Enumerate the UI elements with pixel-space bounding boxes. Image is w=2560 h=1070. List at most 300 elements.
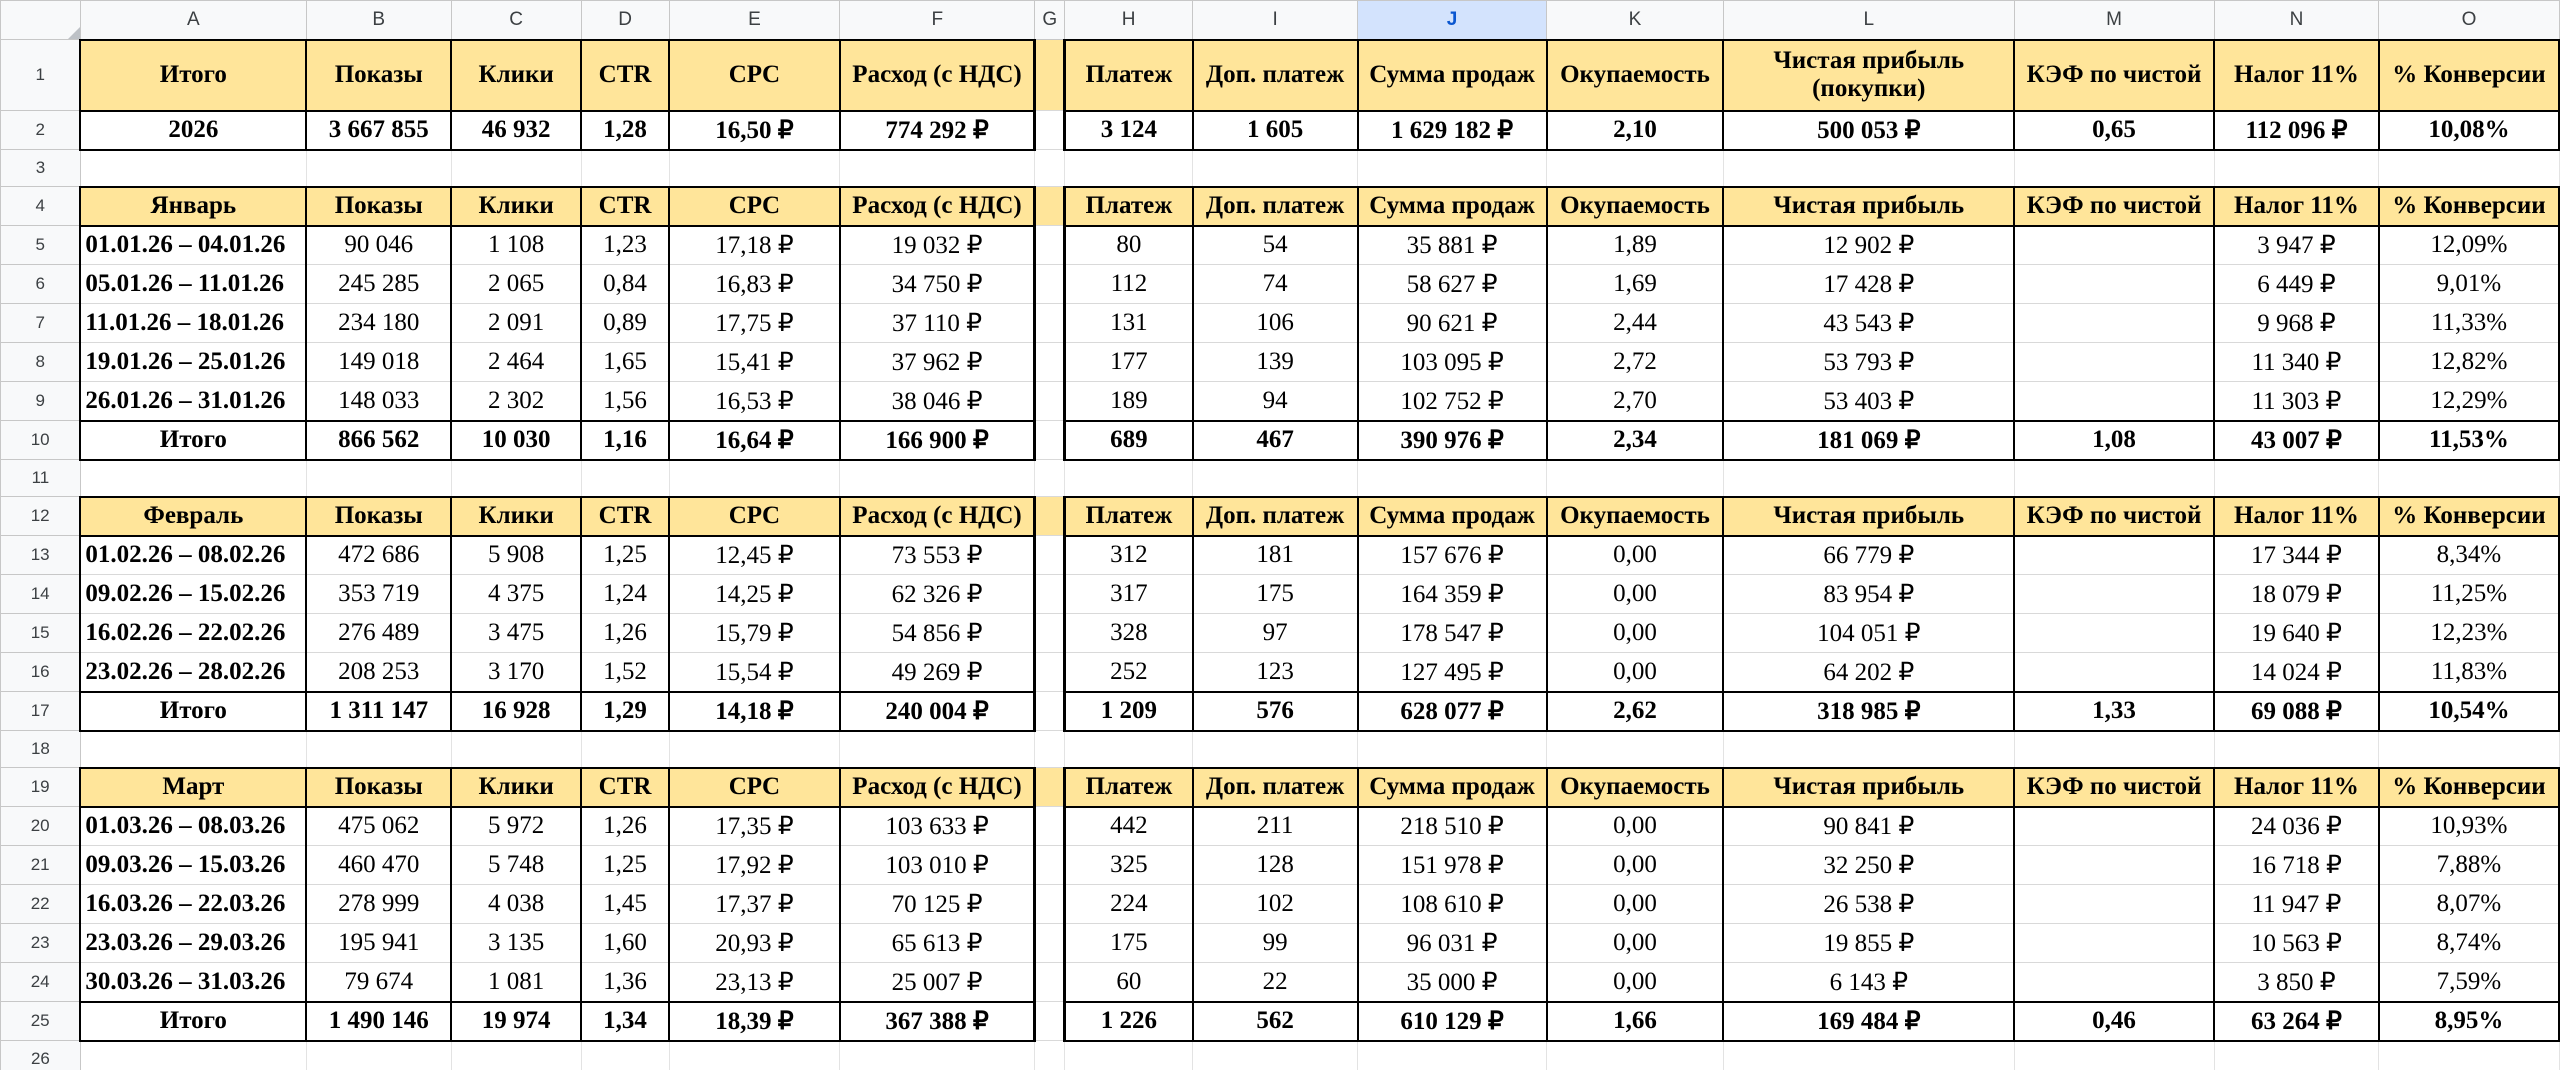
cell-e26[interactable] <box>669 1041 840 1070</box>
cell-g7[interactable] <box>1035 304 1065 343</box>
cell-m15[interactable] <box>2014 614 2214 653</box>
cell-k21[interactable]: 0,00 <box>1547 846 1724 885</box>
cell-o19[interactable]: % Конверсии <box>2379 768 2559 807</box>
cell-e22[interactable]: 17,37 ₽ <box>669 885 840 924</box>
cell-e2[interactable]: 16,50 ₽ <box>669 111 840 150</box>
cell-a20[interactable]: 01.03.26 – 08.03.26 <box>80 807 306 846</box>
cell-m2[interactable]: 0,65 <box>2014 111 2214 150</box>
cell-m1[interactable]: КЭФ по чистой <box>2014 40 2214 111</box>
cell-n11[interactable] <box>2214 460 2379 497</box>
cell-c18[interactable] <box>451 731 581 768</box>
cell-g8[interactable] <box>1035 343 1065 382</box>
cell-a7[interactable]: 11.01.26 – 18.01.26 <box>80 304 306 343</box>
cell-g3[interactable] <box>1035 150 1065 187</box>
cell-j21[interactable]: 151 978 ₽ <box>1358 846 1547 885</box>
cell-g4[interactable] <box>1035 187 1065 226</box>
cell-j9[interactable]: 102 752 ₽ <box>1358 382 1547 421</box>
cell-e19[interactable]: CPC <box>669 768 840 807</box>
row-header-10[interactable]: 10 <box>1 421 81 460</box>
cell-b24[interactable]: 79 674 <box>306 963 451 1002</box>
cell-m3[interactable] <box>2014 150 2214 187</box>
cell-c5[interactable]: 1 108 <box>451 226 581 265</box>
cell-g18[interactable] <box>1035 731 1065 768</box>
cell-j24[interactable]: 35 000 ₽ <box>1358 963 1547 1002</box>
cell-j26[interactable] <box>1358 1041 1547 1070</box>
cell-d9[interactable]: 1,56 <box>581 382 669 421</box>
cell-o15[interactable]: 12,23% <box>2379 614 2559 653</box>
cell-o16[interactable]: 11,83% <box>2379 653 2559 692</box>
cell-l8[interactable]: 53 793 ₽ <box>1723 343 2014 382</box>
cell-n2[interactable]: 112 096 ₽ <box>2214 111 2379 150</box>
cell-m9[interactable] <box>2014 382 2214 421</box>
column-header-i[interactable]: I <box>1193 1 1358 40</box>
cell-n20[interactable]: 24 036 ₽ <box>2214 807 2379 846</box>
cell-h11[interactable] <box>1065 460 1193 497</box>
cell-b26[interactable] <box>306 1041 451 1070</box>
cell-b12[interactable]: Показы <box>306 497 451 536</box>
cell-i14[interactable]: 175 <box>1193 575 1358 614</box>
row-header-25[interactable]: 25 <box>1 1002 81 1041</box>
cell-i18[interactable] <box>1193 731 1358 768</box>
cell-c15[interactable]: 3 475 <box>451 614 581 653</box>
cell-e18[interactable] <box>669 731 840 768</box>
cell-k25[interactable]: 1,66 <box>1547 1002 1724 1041</box>
cell-b11[interactable] <box>306 460 451 497</box>
cell-m19[interactable]: КЭФ по чистой <box>2014 768 2214 807</box>
cell-l9[interactable]: 53 403 ₽ <box>1723 382 2014 421</box>
column-header-j[interactable]: J <box>1358 1 1547 40</box>
cell-g22[interactable] <box>1035 885 1065 924</box>
cell-j11[interactable] <box>1358 460 1547 497</box>
cell-h13[interactable]: 312 <box>1065 536 1193 575</box>
cell-b9[interactable]: 148 033 <box>306 382 451 421</box>
cell-a14[interactable]: 09.02.26 – 15.02.26 <box>80 575 306 614</box>
cell-k18[interactable] <box>1547 731 1724 768</box>
cell-b16[interactable]: 208 253 <box>306 653 451 692</box>
column-header-b[interactable]: B <box>306 1 451 40</box>
cell-f6[interactable]: 34 750 ₽ <box>840 265 1035 304</box>
cell-l23[interactable]: 19 855 ₽ <box>1723 924 2014 963</box>
cell-d11[interactable] <box>581 460 669 497</box>
cell-l7[interactable]: 43 543 ₽ <box>1723 304 2014 343</box>
row-header-15[interactable]: 15 <box>1 614 81 653</box>
cell-d26[interactable] <box>581 1041 669 1070</box>
cell-f17[interactable]: 240 004 ₽ <box>840 692 1035 731</box>
cell-k24[interactable]: 0,00 <box>1547 963 1724 1002</box>
cell-a4[interactable]: Январь <box>80 187 306 226</box>
cell-m25[interactable]: 0,46 <box>2014 1002 2214 1041</box>
cell-l2[interactable]: 500 053 ₽ <box>1723 111 2014 150</box>
cell-i12[interactable]: Доп. платеж <box>1193 497 1358 536</box>
cell-n13[interactable]: 17 344 ₽ <box>2214 536 2379 575</box>
cell-a16[interactable]: 23.02.26 – 28.02.26 <box>80 653 306 692</box>
cell-n21[interactable]: 16 718 ₽ <box>2214 846 2379 885</box>
row-header-12[interactable]: 12 <box>1 497 81 536</box>
cell-f4[interactable]: Расход (с НДС) <box>840 187 1035 226</box>
cell-f10[interactable]: 166 900 ₽ <box>840 421 1035 460</box>
cell-c8[interactable]: 2 464 <box>451 343 581 382</box>
cell-i13[interactable]: 181 <box>1193 536 1358 575</box>
cell-i7[interactable]: 106 <box>1193 304 1358 343</box>
cell-h6[interactable]: 112 <box>1065 265 1193 304</box>
cell-o12[interactable]: % Конверсии <box>2379 497 2559 536</box>
cell-b4[interactable]: Показы <box>306 187 451 226</box>
cell-j5[interactable]: 35 881 ₽ <box>1358 226 1547 265</box>
cell-h4[interactable]: Платеж <box>1065 187 1193 226</box>
cell-b8[interactable]: 149 018 <box>306 343 451 382</box>
cell-o14[interactable]: 11,25% <box>2379 575 2559 614</box>
cell-a5[interactable]: 01.01.26 – 04.01.26 <box>80 226 306 265</box>
cell-a22[interactable]: 16.03.26 – 22.03.26 <box>80 885 306 924</box>
cell-c6[interactable]: 2 065 <box>451 265 581 304</box>
cell-a13[interactable]: 01.02.26 – 08.02.26 <box>80 536 306 575</box>
cell-e5[interactable]: 17,18 ₽ <box>669 226 840 265</box>
cell-a11[interactable] <box>80 460 306 497</box>
cell-c12[interactable]: Клики <box>451 497 581 536</box>
cell-k6[interactable]: 1,69 <box>1547 265 1724 304</box>
cell-a1[interactable]: Итого <box>80 40 306 111</box>
cell-o23[interactable]: 8,74% <box>2379 924 2559 963</box>
cell-k23[interactable]: 0,00 <box>1547 924 1724 963</box>
cell-g12[interactable] <box>1035 497 1065 536</box>
cell-a9[interactable]: 26.01.26 – 31.01.26 <box>80 382 306 421</box>
column-header-a[interactable]: A <box>80 1 306 40</box>
row-header-22[interactable]: 22 <box>1 885 81 924</box>
cell-g21[interactable] <box>1035 846 1065 885</box>
row-header-20[interactable]: 20 <box>1 807 81 846</box>
cell-i22[interactable]: 102 <box>1193 885 1358 924</box>
cell-l24[interactable]: 6 143 ₽ <box>1723 963 2014 1002</box>
cell-h5[interactable]: 80 <box>1065 226 1193 265</box>
cell-c16[interactable]: 3 170 <box>451 653 581 692</box>
cell-c26[interactable] <box>451 1041 581 1070</box>
select-all-corner[interactable] <box>1 1 81 40</box>
row-header-8[interactable]: 8 <box>1 343 81 382</box>
cell-k1[interactable]: Окупаемость <box>1547 40 1724 111</box>
cell-k26[interactable] <box>1547 1041 1724 1070</box>
cell-n10[interactable]: 43 007 ₽ <box>2214 421 2379 460</box>
cell-b20[interactable]: 475 062 <box>306 807 451 846</box>
cell-h19[interactable]: Платеж <box>1065 768 1193 807</box>
cell-j22[interactable]: 108 610 ₽ <box>1358 885 1547 924</box>
cell-f25[interactable]: 367 388 ₽ <box>840 1002 1035 1041</box>
cell-f14[interactable]: 62 326 ₽ <box>840 575 1035 614</box>
cell-l1[interactable]: Чистая прибыль (покупки) <box>1723 40 2014 111</box>
cell-g6[interactable] <box>1035 265 1065 304</box>
row-header-23[interactable]: 23 <box>1 924 81 963</box>
cell-o10[interactable]: 11,53% <box>2379 421 2559 460</box>
cell-n26[interactable] <box>2214 1041 2379 1070</box>
cell-k15[interactable]: 0,00 <box>1547 614 1724 653</box>
cell-c24[interactable]: 1 081 <box>451 963 581 1002</box>
cell-c7[interactable]: 2 091 <box>451 304 581 343</box>
row-header-7[interactable]: 7 <box>1 304 81 343</box>
cell-l25[interactable]: 169 484 ₽ <box>1723 1002 2014 1041</box>
cell-d2[interactable]: 1,28 <box>581 111 669 150</box>
cell-l4[interactable]: Чистая прибыль <box>1723 187 2014 226</box>
cell-h20[interactable]: 442 <box>1065 807 1193 846</box>
cell-n7[interactable]: 9 968 ₽ <box>2214 304 2379 343</box>
cell-e12[interactable]: CPC <box>669 497 840 536</box>
cell-i2[interactable]: 1 605 <box>1193 111 1358 150</box>
cell-a25[interactable]: Итого <box>80 1002 306 1041</box>
cell-d12[interactable]: CTR <box>581 497 669 536</box>
cell-n4[interactable]: Налог 11% <box>2214 187 2379 226</box>
cell-m17[interactable]: 1,33 <box>2014 692 2214 731</box>
cell-n18[interactable] <box>2214 731 2379 768</box>
cell-f24[interactable]: 25 007 ₽ <box>840 963 1035 1002</box>
cell-j10[interactable]: 390 976 ₽ <box>1358 421 1547 460</box>
cell-b25[interactable]: 1 490 146 <box>306 1002 451 1041</box>
cell-m16[interactable] <box>2014 653 2214 692</box>
cell-m18[interactable] <box>2014 731 2214 768</box>
cell-n6[interactable]: 6 449 ₽ <box>2214 265 2379 304</box>
cell-g25[interactable] <box>1035 1002 1065 1041</box>
cell-h18[interactable] <box>1065 731 1193 768</box>
column-header-m[interactable]: M <box>2014 1 2214 40</box>
cell-f11[interactable] <box>840 460 1035 497</box>
cell-o11[interactable] <box>2379 460 2559 497</box>
cell-g13[interactable] <box>1035 536 1065 575</box>
cell-j12[interactable]: Сумма продаж <box>1358 497 1547 536</box>
cell-n19[interactable]: Налог 11% <box>2214 768 2379 807</box>
cell-i23[interactable]: 99 <box>1193 924 1358 963</box>
cell-e14[interactable]: 14,25 ₽ <box>669 575 840 614</box>
cell-b23[interactable]: 195 941 <box>306 924 451 963</box>
cell-g5[interactable] <box>1035 226 1065 265</box>
row-header-6[interactable]: 6 <box>1 265 81 304</box>
cell-e9[interactable]: 16,53 ₽ <box>669 382 840 421</box>
cell-f20[interactable]: 103 633 ₽ <box>840 807 1035 846</box>
cell-l17[interactable]: 318 985 ₽ <box>1723 692 2014 731</box>
cell-o21[interactable]: 7,88% <box>2379 846 2559 885</box>
row-header-5[interactable]: 5 <box>1 226 81 265</box>
cell-h21[interactable]: 325 <box>1065 846 1193 885</box>
cell-n17[interactable]: 69 088 ₽ <box>2214 692 2379 731</box>
cell-j7[interactable]: 90 621 ₽ <box>1358 304 1547 343</box>
cell-f21[interactable]: 103 010 ₽ <box>840 846 1035 885</box>
cell-m5[interactable] <box>2014 226 2214 265</box>
cell-j25[interactable]: 610 129 ₽ <box>1358 1002 1547 1041</box>
cell-i3[interactable] <box>1193 150 1358 187</box>
cell-l18[interactable] <box>1723 731 2014 768</box>
row-header-17[interactable]: 17 <box>1 692 81 731</box>
cell-b3[interactable] <box>306 150 451 187</box>
cell-k13[interactable]: 0,00 <box>1547 536 1724 575</box>
cell-k2[interactable]: 2,10 <box>1547 111 1724 150</box>
row-header-21[interactable]: 21 <box>1 846 81 885</box>
cell-l21[interactable]: 32 250 ₽ <box>1723 846 2014 885</box>
cell-c2[interactable]: 46 932 <box>451 111 581 150</box>
cell-f23[interactable]: 65 613 ₽ <box>840 924 1035 963</box>
cell-i9[interactable]: 94 <box>1193 382 1358 421</box>
cell-d6[interactable]: 0,84 <box>581 265 669 304</box>
cell-k19[interactable]: Окупаемость <box>1547 768 1724 807</box>
column-header-f[interactable]: F <box>840 1 1035 40</box>
cell-h26[interactable] <box>1065 1041 1193 1070</box>
cell-d20[interactable]: 1,26 <box>581 807 669 846</box>
cell-l20[interactable]: 90 841 ₽ <box>1723 807 2014 846</box>
cell-d22[interactable]: 1,45 <box>581 885 669 924</box>
cell-e10[interactable]: 16,64 ₽ <box>669 421 840 460</box>
cell-k20[interactable]: 0,00 <box>1547 807 1724 846</box>
cell-j2[interactable]: 1 629 182 ₽ <box>1358 111 1547 150</box>
cell-h3[interactable] <box>1065 150 1193 187</box>
cell-n16[interactable]: 14 024 ₽ <box>2214 653 2379 692</box>
cell-m10[interactable]: 1,08 <box>2014 421 2214 460</box>
cell-c17[interactable]: 16 928 <box>451 692 581 731</box>
cell-j3[interactable] <box>1358 150 1547 187</box>
column-header-h[interactable]: H <box>1065 1 1193 40</box>
cell-a24[interactable]: 30.03.26 – 31.03.26 <box>80 963 306 1002</box>
cell-o13[interactable]: 8,34% <box>2379 536 2559 575</box>
cell-i24[interactable]: 22 <box>1193 963 1358 1002</box>
cell-a6[interactable]: 05.01.26 – 11.01.26 <box>80 265 306 304</box>
cell-l13[interactable]: 66 779 ₽ <box>1723 536 2014 575</box>
cell-b13[interactable]: 472 686 <box>306 536 451 575</box>
cell-j1[interactable]: Сумма продаж <box>1358 40 1547 111</box>
cell-k4[interactable]: Окупаемость <box>1547 187 1724 226</box>
row-header-4[interactable]: 4 <box>1 187 81 226</box>
row-header-13[interactable]: 13 <box>1 536 81 575</box>
cell-g26[interactable] <box>1035 1041 1065 1070</box>
cell-h15[interactable]: 328 <box>1065 614 1193 653</box>
column-header-o[interactable]: O <box>2379 1 2559 40</box>
cell-l14[interactable]: 83 954 ₽ <box>1723 575 2014 614</box>
cell-k7[interactable]: 2,44 <box>1547 304 1724 343</box>
cell-f22[interactable]: 70 125 ₽ <box>840 885 1035 924</box>
cell-n8[interactable]: 11 340 ₽ <box>2214 343 2379 382</box>
cell-d10[interactable]: 1,16 <box>581 421 669 460</box>
cell-o1[interactable]: % Конверсии <box>2379 40 2559 111</box>
cell-k5[interactable]: 1,89 <box>1547 226 1724 265</box>
cell-e16[interactable]: 15,54 ₽ <box>669 653 840 692</box>
cell-i11[interactable] <box>1193 460 1358 497</box>
column-header-e[interactable]: E <box>669 1 840 40</box>
cell-l6[interactable]: 17 428 ₽ <box>1723 265 2014 304</box>
cell-d16[interactable]: 1,52 <box>581 653 669 692</box>
cell-m7[interactable] <box>2014 304 2214 343</box>
cell-l5[interactable]: 12 902 ₽ <box>1723 226 2014 265</box>
cell-j18[interactable] <box>1358 731 1547 768</box>
cell-h1[interactable]: Платеж <box>1065 40 1193 111</box>
cell-f16[interactable]: 49 269 ₽ <box>840 653 1035 692</box>
cell-g23[interactable] <box>1035 924 1065 963</box>
cell-j17[interactable]: 628 077 ₽ <box>1358 692 1547 731</box>
cell-a2[interactable]: 2026 <box>80 111 306 150</box>
cell-b10[interactable]: 866 562 <box>306 421 451 460</box>
cell-m14[interactable] <box>2014 575 2214 614</box>
cell-m24[interactable] <box>2014 963 2214 1002</box>
cell-k12[interactable]: Окупаемость <box>1547 497 1724 536</box>
cell-d7[interactable]: 0,89 <box>581 304 669 343</box>
cell-c11[interactable] <box>451 460 581 497</box>
cell-l12[interactable]: Чистая прибыль <box>1723 497 2014 536</box>
cell-e25[interactable]: 18,39 ₽ <box>669 1002 840 1041</box>
cell-o7[interactable]: 11,33% <box>2379 304 2559 343</box>
row-header-16[interactable]: 16 <box>1 653 81 692</box>
cell-m26[interactable] <box>2014 1041 2214 1070</box>
cell-e24[interactable]: 23,13 ₽ <box>669 963 840 1002</box>
cell-i10[interactable]: 467 <box>1193 421 1358 460</box>
cell-j15[interactable]: 178 547 ₽ <box>1358 614 1547 653</box>
cell-g9[interactable] <box>1035 382 1065 421</box>
row-header-3[interactable]: 3 <box>1 150 81 187</box>
column-header-c[interactable]: C <box>451 1 581 40</box>
cell-i16[interactable]: 123 <box>1193 653 1358 692</box>
cell-g15[interactable] <box>1035 614 1065 653</box>
cell-l15[interactable]: 104 051 ₽ <box>1723 614 2014 653</box>
cell-b19[interactable]: Показы <box>306 768 451 807</box>
cell-b2[interactable]: 3 667 855 <box>306 111 451 150</box>
cell-d13[interactable]: 1,25 <box>581 536 669 575</box>
cell-d24[interactable]: 1,36 <box>581 963 669 1002</box>
cell-e15[interactable]: 15,79 ₽ <box>669 614 840 653</box>
cell-n14[interactable]: 18 079 ₽ <box>2214 575 2379 614</box>
cell-o2[interactable]: 10,08% <box>2379 111 2559 150</box>
cell-l26[interactable] <box>1723 1041 2014 1070</box>
cell-m21[interactable] <box>2014 846 2214 885</box>
cell-l22[interactable]: 26 538 ₽ <box>1723 885 2014 924</box>
cell-c3[interactable] <box>451 150 581 187</box>
row-header-24[interactable]: 24 <box>1 963 81 1002</box>
cell-i15[interactable]: 97 <box>1193 614 1358 653</box>
cell-k11[interactable] <box>1547 460 1724 497</box>
cell-c23[interactable]: 3 135 <box>451 924 581 963</box>
cell-i5[interactable]: 54 <box>1193 226 1358 265</box>
cell-d1[interactable]: CTR <box>581 40 669 111</box>
cell-n3[interactable] <box>2214 150 2379 187</box>
cell-i8[interactable]: 139 <box>1193 343 1358 382</box>
cell-b1[interactable]: Показы <box>306 40 451 111</box>
cell-i4[interactable]: Доп. платеж <box>1193 187 1358 226</box>
cell-j6[interactable]: 58 627 ₽ <box>1358 265 1547 304</box>
cell-g11[interactable] <box>1035 460 1065 497</box>
cell-e4[interactable]: CPC <box>669 187 840 226</box>
cell-j16[interactable]: 127 495 ₽ <box>1358 653 1547 692</box>
row-header-9[interactable]: 9 <box>1 382 81 421</box>
cell-n22[interactable]: 11 947 ₽ <box>2214 885 2379 924</box>
cell-g17[interactable] <box>1035 692 1065 731</box>
cell-d4[interactable]: CTR <box>581 187 669 226</box>
cell-h17[interactable]: 1 209 <box>1065 692 1193 731</box>
cell-d23[interactable]: 1,60 <box>581 924 669 963</box>
cell-n1[interactable]: Налог 11% <box>2214 40 2379 111</box>
cell-h22[interactable]: 224 <box>1065 885 1193 924</box>
cell-c22[interactable]: 4 038 <box>451 885 581 924</box>
cell-m22[interactable] <box>2014 885 2214 924</box>
cell-n9[interactable]: 11 303 ₽ <box>2214 382 2379 421</box>
cell-l19[interactable]: Чистая прибыль <box>1723 768 2014 807</box>
cell-l11[interactable] <box>1723 460 2014 497</box>
cell-d18[interactable] <box>581 731 669 768</box>
cell-c19[interactable]: Клики <box>451 768 581 807</box>
cell-d17[interactable]: 1,29 <box>581 692 669 731</box>
cell-i6[interactable]: 74 <box>1193 265 1358 304</box>
cell-g20[interactable] <box>1035 807 1065 846</box>
cell-h23[interactable]: 175 <box>1065 924 1193 963</box>
cell-m11[interactable] <box>2014 460 2214 497</box>
cell-g10[interactable] <box>1035 421 1065 460</box>
cell-a3[interactable] <box>80 150 306 187</box>
cell-i19[interactable]: Доп. платеж <box>1193 768 1358 807</box>
cell-f8[interactable]: 37 962 ₽ <box>840 343 1035 382</box>
cell-o6[interactable]: 9,01% <box>2379 265 2559 304</box>
cell-f9[interactable]: 38 046 ₽ <box>840 382 1035 421</box>
cell-f5[interactable]: 19 032 ₽ <box>840 226 1035 265</box>
cell-g1[interactable] <box>1035 40 1065 111</box>
cell-d21[interactable]: 1,25 <box>581 846 669 885</box>
